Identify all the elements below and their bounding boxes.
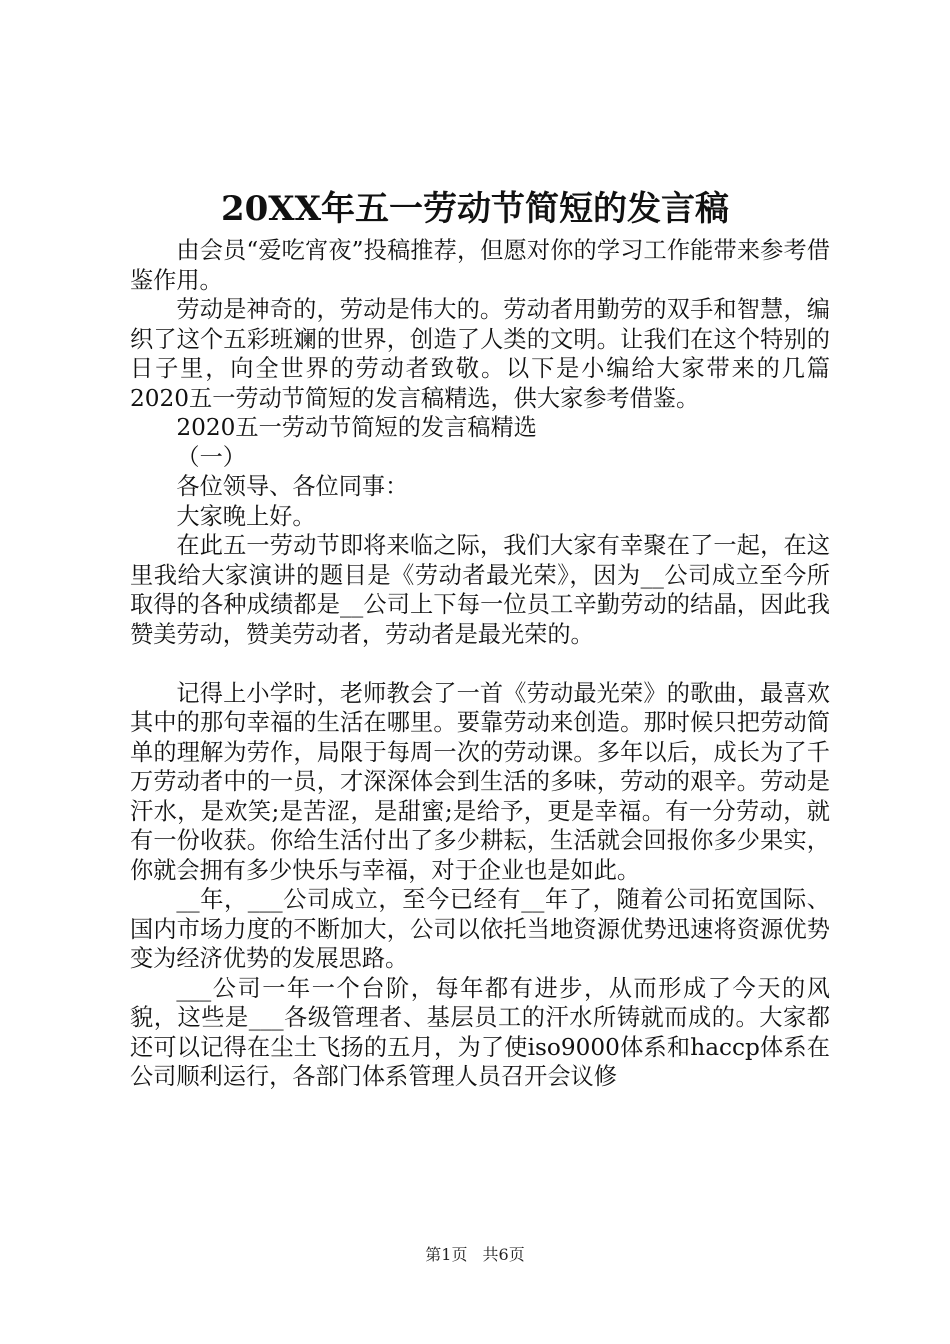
page-total: 共6页 [482, 1245, 525, 1264]
paragraph-memory: 记得上小学时，老师教会了一首《劳动最光荣》的歌曲，最喜欢其中的那句幸福的生活在哪里。要靠劳动来创造。那时候只把劳动简单的理解为劳作，局限于每周一次的劳动课。多年以后，成长为了千万劳动者中的一员，才深深体会到生活的多味，劳动的艰辛。劳动是汗水，是欢笑;是苦涩，是甜蜜;是给予，更是幸福。有一分劳动，就有一份收获。你给生活付出了多少耕耘，生活就会回报你多少果实，你就会拥有多少快乐与幸福，对于企业也是如此。 [130, 679, 830, 884]
salutation: 各位领导、各位同事： [176, 473, 409, 500]
page-number: 第1页 [425, 1245, 468, 1264]
section-number: （一） [176, 443, 246, 471]
document-body [130, 236, 830, 1092]
paragraph-intro: 由会员“爱吃宵夜”投稿推荐，但愿对你的学习工作能带来参考借鉴作用。 [130, 237, 830, 294]
section-heading: 2020五一劳动节简短的发言稿精选 [176, 414, 537, 441]
page-footer [0, 1244, 950, 1266]
paragraph-progress: ___公司一年一个台阶，每年都有进步，从而形成了今天的风貌，这些是___各级管理者、基层员工的汗水所铸就而成的。大家都还可以记得在尘土飞扬的五月，为了使iso9000体系和haccp体系在公司顺利运行，各部门体系管理人员召开会议修 [130, 974, 830, 1090]
greeting: 大家晚上好。 [176, 502, 316, 530]
paragraph-opening: 在此五一劳动节即将来临之际，我们大家有幸聚在了一起，在这里我给大家演讲的题目是《劳动者最光荣》，因为__公司成立至今所取得的各种成绩都是__公司上下每一位员工辛勤劳动的结晶，因此我赞美劳动，赞美劳动者，劳动者是最光荣的。 [130, 532, 830, 648]
document-title: 20XX年五一劳动节简短的发言稿 [220, 189, 730, 229]
paragraph-history: __年，___公司成立，至今已经有__年了，随着公司拓宽国际、国内市场力度的不断加大，公司以依托当地资源优势迅速将资源优势变为经济优势的发展思路。 [130, 886, 830, 972]
paragraph-preface: 劳动是神奇的，劳动是伟大的。劳动者用勤劳的双手和智慧，编织了这个五彩班斓的世界，创造了人类的文明。让我们在这个特别的日子里，向全世界的劳动者致敬。以下是小编给大家带来的几篇2020五一劳动节简短的发言稿精选，供大家参考借鉴。 [130, 296, 830, 412]
